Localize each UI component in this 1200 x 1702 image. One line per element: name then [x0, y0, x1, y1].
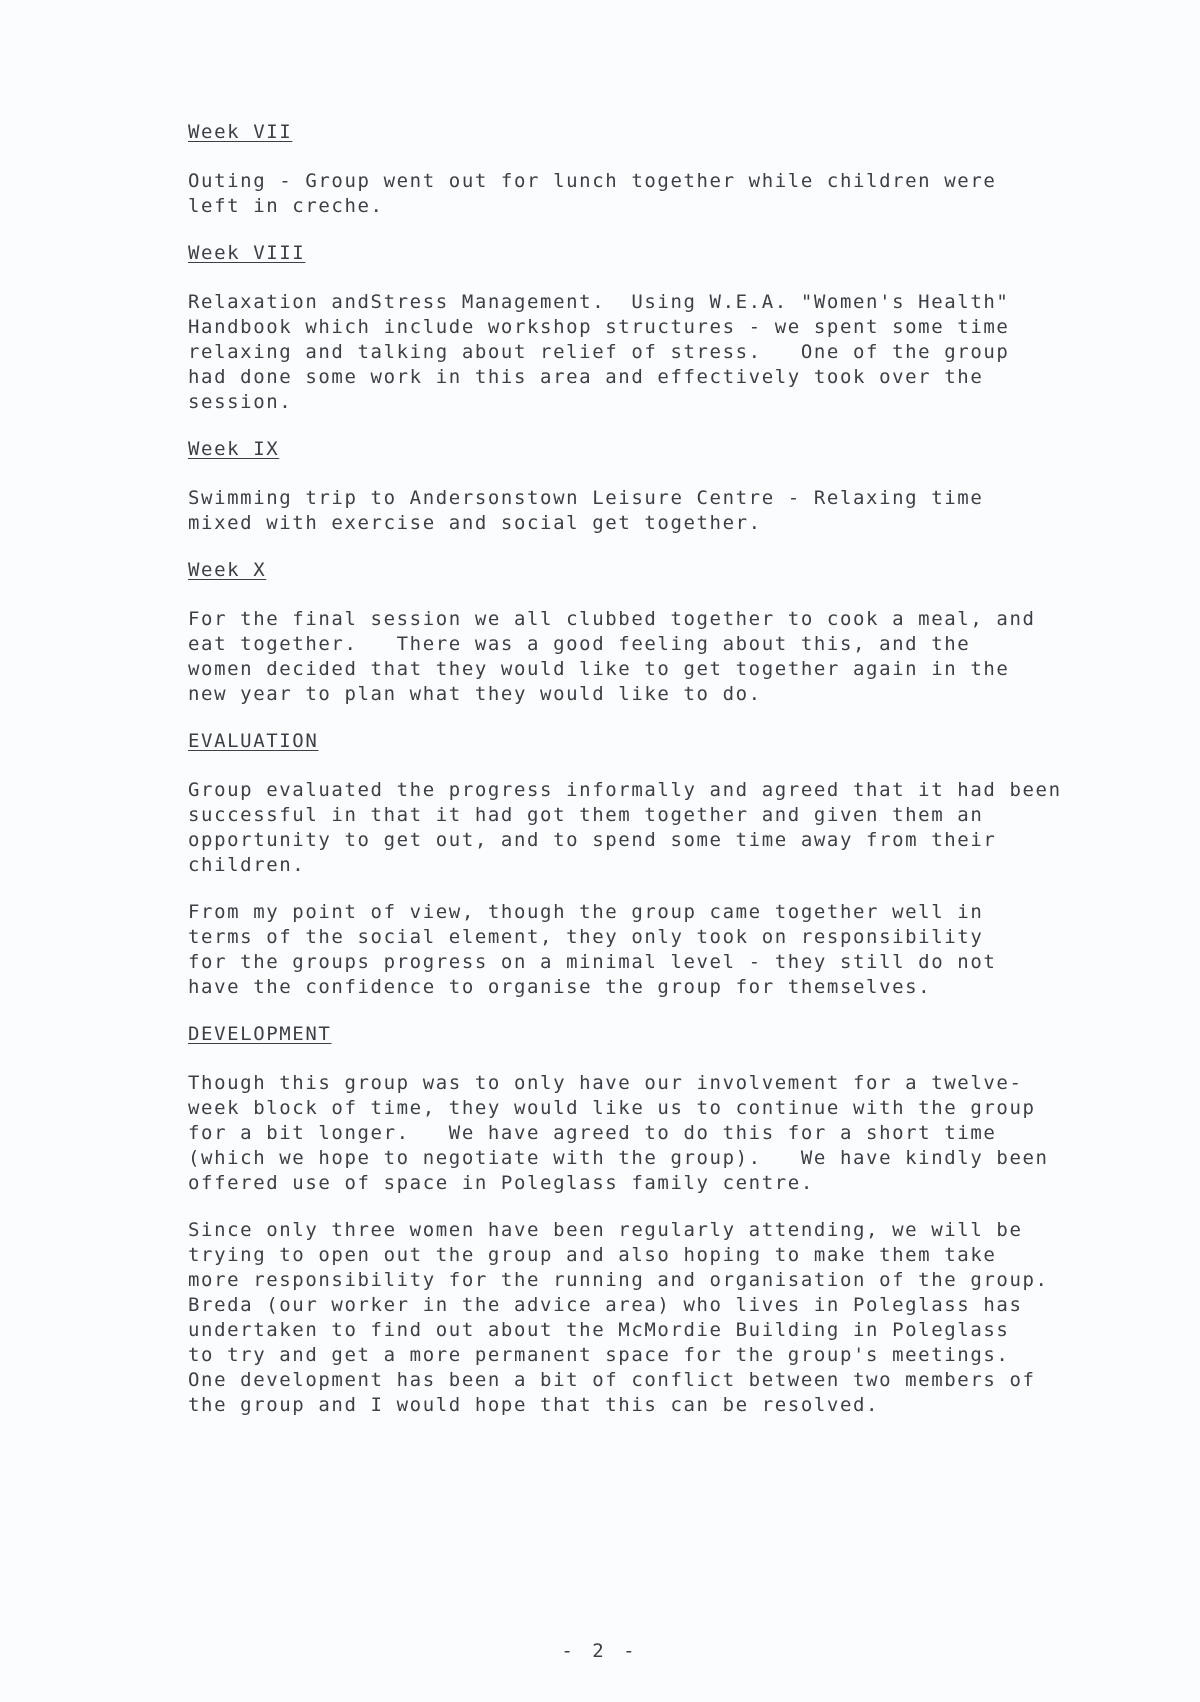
page-number: - 2 - — [561, 1640, 639, 1662]
text-line: Breda (our worker in the advice area) who lives in Poleglass has — [188, 1294, 1023, 1316]
text-line: Relaxation andStress Management. Using W.E.A. "Women's Health" — [188, 291, 1010, 313]
text-line: more responsibility for the running and organisation of the group. — [188, 1269, 1049, 1291]
text-line: new year to plan what they would like to do. — [188, 683, 762, 705]
section-heading: EVALUATION — [188, 730, 319, 752]
paragraph — [188, 290, 1188, 415]
text-line: undertaken to find out about the McMordie Building in Poleglass — [188, 1319, 1010, 1341]
text-line: have the confidence to organise the group for themselves. — [188, 976, 932, 998]
text-line: for a bit longer. We have agreed to do this for a short time — [188, 1122, 997, 1144]
section — [188, 120, 1188, 219]
text-line: had done some work in this area and effectively took over the — [188, 366, 984, 388]
text-line: the group and I would hope that this can be resolved. — [188, 1394, 880, 1416]
text-line: Handbook which include workshop structures - we spent some time — [188, 316, 1010, 338]
section — [188, 1022, 1188, 1418]
text-line: Since only three women have been regularly attending, we will be — [188, 1219, 1023, 1241]
text-line: children. — [188, 854, 306, 876]
text-line: eat together. There was a good feeling about this, and the — [188, 633, 971, 655]
text-line: (which we hope to negotiate with the group). We have kindly been — [188, 1147, 1049, 1169]
text-line: Group evaluated the progress informally and agreed that it had been — [188, 779, 1062, 801]
paragraph — [188, 778, 1188, 878]
section — [188, 729, 1188, 1000]
text-line: successful in that it had got them together and given them an — [188, 804, 984, 826]
section-heading: Week X — [188, 559, 267, 581]
text-line: left in creche. — [188, 195, 384, 217]
paragraph — [188, 169, 1188, 219]
paragraph — [188, 900, 1188, 1000]
text-line: to try and get a more permanent space for the group's meetings. — [188, 1344, 1010, 1366]
text-line: opportunity to get out, and to spend some time away from their — [188, 829, 997, 851]
text-line: offered use of space in Poleglass family centre. — [188, 1172, 814, 1194]
text-line: mixed with exercise and social get together. — [188, 512, 762, 534]
section — [188, 241, 1188, 415]
text-line: One development has been a bit of conflict between two members of — [188, 1369, 1036, 1391]
text-line: for the groups progress on a minimal level - they still do not — [188, 951, 997, 973]
text-line: Outing - Group went out for lunch together while children were — [188, 170, 997, 192]
section-heading: Week VII — [188, 121, 293, 143]
text-line: trying to open out the group and also hoping to make them take — [188, 1244, 997, 1266]
paragraph — [188, 1218, 1188, 1418]
paragraph — [188, 486, 1188, 536]
text-line: Though this group was to only have our involvement for a twelve- — [188, 1072, 1023, 1094]
text-line: women decided that they would like to get together again in the — [188, 658, 1010, 680]
text-line: relaxing and talking about relief of stress. One of the group — [188, 341, 1010, 363]
section — [188, 437, 1188, 536]
section-heading: DEVELOPMENT — [188, 1023, 332, 1045]
paragraph — [188, 607, 1188, 707]
section-heading: Week VIII — [188, 242, 306, 264]
text-line: For the final session we all clubbed together to cook a meal, and — [188, 608, 1036, 630]
section — [188, 558, 1188, 707]
paragraph — [188, 1071, 1188, 1196]
text-line: Swimming trip to Andersonstown Leisure Centre - Relaxing time — [188, 487, 984, 509]
section-heading: Week IX — [188, 438, 280, 460]
text-line: week block of time, they would like us to continue with the group — [188, 1097, 1036, 1119]
text-line: session. — [188, 391, 293, 413]
document-body — [188, 120, 1188, 1440]
text-line: From my point of view, though the group came together well in — [188, 901, 984, 923]
text-line: terms of the social element, they only took on responsibility — [188, 926, 984, 948]
